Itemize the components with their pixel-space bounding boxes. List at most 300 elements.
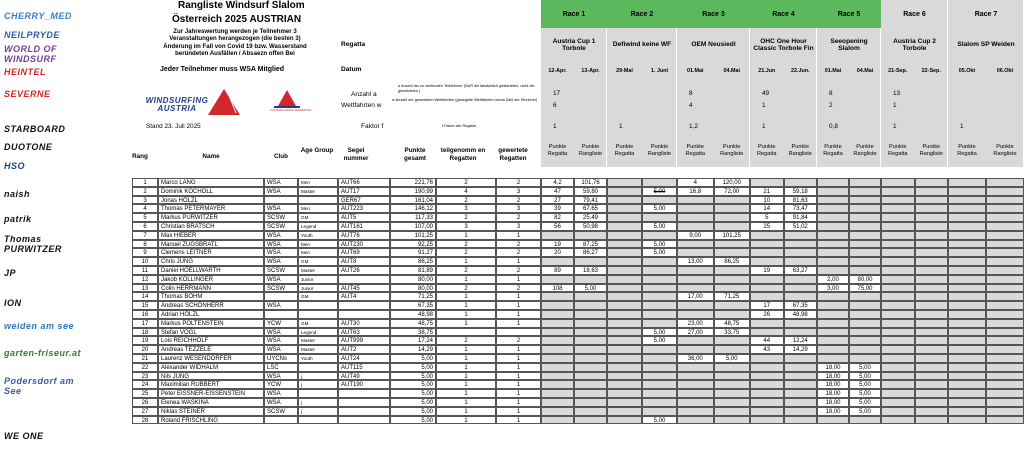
- cell-punkte-regatta: [881, 275, 915, 284]
- cell-name: Roland FRISCHLING: [158, 416, 264, 425]
- cell-segel: AUT4: [338, 292, 390, 301]
- cell-age: GM: [298, 257, 338, 266]
- cell-name: Stefan VOGL: [158, 328, 264, 337]
- cell-rang: 16: [132, 310, 158, 319]
- cell-pts: 71,25: [390, 292, 436, 301]
- cell-punkte-regatta: [607, 416, 642, 425]
- cell-punkte-regatta: [541, 372, 574, 381]
- cell-club: WSA: [264, 178, 298, 187]
- cell-punkte-regatta: [607, 354, 642, 363]
- cell-punkte-regatta: [948, 204, 986, 213]
- cell-age: [298, 363, 338, 372]
- cell-age: Master: [298, 187, 338, 196]
- cell-rang: 20: [132, 345, 158, 354]
- cell-punkte-rangliste: 5,00: [849, 372, 881, 381]
- cell-punkte-regatta: [817, 240, 849, 249]
- cell-gew: 1: [496, 319, 541, 328]
- cell-punkte-rangliste: 14,29: [784, 345, 818, 354]
- cell-rang: 24: [132, 380, 158, 389]
- cell-punkte-regatta: [948, 398, 986, 407]
- cell-segel: GER67: [338, 196, 390, 205]
- cell-punkte-rangliste: [986, 407, 1024, 416]
- cell-segel: AUT26: [338, 266, 390, 275]
- cell-segel: AUT66: [338, 178, 390, 187]
- cell-teil: 1: [436, 301, 496, 310]
- cell-punkte-rangliste: [784, 292, 818, 301]
- cell-club: WSA: [264, 231, 298, 240]
- cell-punkte-rangliste: [915, 380, 949, 389]
- cell-punkte-regatta: [677, 240, 714, 249]
- naish-logo: naish: [4, 189, 31, 199]
- cell-name: Nils JUNG: [158, 372, 264, 381]
- cell-punkte-rangliste: [714, 345, 751, 354]
- cell-punkte-regatta: [948, 416, 986, 425]
- cell-club: WSA: [264, 240, 298, 249]
- cell-punkte-rangliste: 79,41: [574, 196, 607, 205]
- cell-punkte-regatta: [881, 292, 915, 301]
- cell-punkte-rangliste: [986, 178, 1024, 187]
- cell-punkte-regatta: [948, 336, 986, 345]
- cell-punkte-rangliste: [849, 248, 881, 257]
- cell-segel: AUT2: [338, 345, 390, 354]
- race-date: 13-Apr.: [581, 68, 600, 74]
- cell-punkte-regatta: [817, 196, 849, 205]
- cell-punkte-rangliste: [849, 336, 881, 345]
- cell-punkte-regatta: 23,00: [677, 319, 714, 328]
- cell-punkte-regatta: 36,00: [677, 354, 714, 363]
- cell-punkte-rangliste: [642, 266, 677, 275]
- cell-punkte-regatta: [607, 240, 642, 249]
- cherry-med-logo: CHERRY_MED: [4, 11, 72, 21]
- cell-gew: 1: [496, 310, 541, 319]
- cell-punkte-regatta: 4,2: [541, 178, 574, 187]
- cell-name: Max HIEBER: [158, 231, 264, 240]
- cell-punkte-rangliste: [915, 187, 949, 196]
- cell-punkte-rangliste: [915, 275, 949, 284]
- cell-gew: 1: [496, 416, 541, 425]
- cell-age: [298, 389, 338, 398]
- cell-punkte-regatta: [541, 301, 574, 310]
- cell-punkte-regatta: [948, 275, 986, 284]
- race-label: Race 6: [903, 10, 926, 18]
- cell-punkte-rangliste: [849, 178, 881, 187]
- cell-age: GM: [298, 292, 338, 301]
- cell-punkte-rangliste: [986, 328, 1024, 337]
- cell-punkte-rangliste: [784, 380, 818, 389]
- cell-rang: 8: [132, 240, 158, 249]
- cell-punkte-rangliste: [849, 310, 881, 319]
- cell-club: WSA: [264, 398, 298, 407]
- cell-club: [264, 416, 298, 425]
- cell-pts: 38,75: [390, 328, 436, 337]
- header-punkte-regatta: Punkte Regatta: [685, 144, 706, 157]
- cell-punkte-rangliste: [574, 292, 607, 301]
- cell-age: j: [298, 398, 338, 407]
- race-date: 01.Mai: [687, 68, 704, 74]
- cell-punkte-regatta: [948, 187, 986, 196]
- cell-punkte-rangliste: [574, 328, 607, 337]
- cell-punkte-rangliste: [986, 345, 1024, 354]
- cell-punkte-regatta: [750, 178, 784, 187]
- cell-punkte-regatta: [677, 345, 714, 354]
- table-row: [132, 345, 1024, 354]
- cell-punkte-rangliste: 5,00: [642, 204, 677, 213]
- cell-age: j: [298, 372, 338, 381]
- cell-punkte-rangliste: 25,49: [574, 213, 607, 222]
- cell-age: Master: [298, 266, 338, 275]
- cell-punkte-rangliste: [642, 292, 677, 301]
- cell-gew: 1: [496, 292, 541, 301]
- cell-segel: [338, 389, 390, 398]
- cell-punkte-rangliste: [986, 196, 1024, 205]
- cell-club: WSA: [264, 336, 298, 345]
- cell-pts: 86,25: [390, 257, 436, 266]
- race-w-value: 1: [762, 102, 766, 109]
- header-punkte-rangliste: Punkte Rangliste: [993, 144, 1017, 157]
- cell-punkte-rangliste: [784, 398, 818, 407]
- cell-name: Jonas HÖLZL: [158, 196, 264, 205]
- cell-punkte-rangliste: [915, 248, 949, 257]
- cell-punkte-regatta: [677, 336, 714, 345]
- cell-punkte-regatta: [948, 380, 986, 389]
- note-w: w Anzahl der gewerteten Wettfahrten (gesegelte Wettfahrten minus Zahl der Streicher): [392, 98, 538, 102]
- cell-punkte-rangliste: [784, 275, 818, 284]
- cell-pts: 92,25: [390, 240, 436, 249]
- cell-punkte-rangliste: [714, 248, 751, 257]
- race-f-value: 1,2: [689, 123, 698, 130]
- header-teilgenommen: teilgenomm en Regatten: [440, 147, 486, 162]
- cell-punkte-rangliste: [986, 292, 1024, 301]
- cell-punkte-regatta: [817, 319, 849, 328]
- cell-rang: 14: [132, 292, 158, 301]
- cell-gew: 1: [496, 380, 541, 389]
- cell-punkte-rangliste: [714, 372, 751, 381]
- race-date: 12-Apr.: [548, 68, 567, 74]
- cell-punkte-rangliste: [915, 178, 949, 187]
- cell-punkte-rangliste: 91,84: [784, 213, 818, 222]
- cell-teil: 1: [436, 380, 496, 389]
- cell-teil: 1: [436, 354, 496, 363]
- cell-punkte-regatta: [677, 275, 714, 284]
- sailing-federation-logo: AUSTRIAN SAILING FEDERATION: [270, 88, 304, 116]
- cell-punkte-regatta: [817, 328, 849, 337]
- race-name: Austria Cup 1 Torbole: [552, 37, 596, 52]
- jp-logo: JP: [4, 268, 17, 278]
- header-club: Club: [274, 153, 288, 160]
- cell-age: Men: [298, 240, 338, 249]
- cell-punkte-regatta: [881, 204, 915, 213]
- cell-punkte-rangliste: [915, 398, 949, 407]
- cell-punkte-rangliste: 33,75: [714, 328, 751, 337]
- cell-punkte-regatta: [948, 328, 986, 337]
- cell-gew: 2: [496, 266, 541, 275]
- header-punkte-rangliste: Punkte Rangliste: [853, 144, 877, 157]
- cell-punkte-rangliste: 120,00: [714, 178, 751, 187]
- cell-punkte-rangliste: [986, 231, 1024, 240]
- cell-punkte-regatta: [881, 266, 915, 275]
- cell-segel: [338, 301, 390, 310]
- cell-age: [298, 196, 338, 205]
- cell-punkte-regatta: [607, 292, 642, 301]
- cell-punkte-regatta: [948, 292, 986, 301]
- cell-gew: 1: [496, 257, 541, 266]
- race-label: Race 3: [702, 10, 725, 18]
- cell-club: WSA: [264, 372, 298, 381]
- cell-punkte-regatta: [750, 407, 784, 416]
- cell-pts: 5,00: [390, 407, 436, 416]
- cell-punkte-regatta: [948, 196, 986, 205]
- cell-punkte-rangliste: [915, 301, 949, 310]
- table-row: [132, 266, 1024, 275]
- cell-punkte-rangliste: 5,00: [574, 284, 607, 293]
- cell-punkte-rangliste: [714, 213, 751, 222]
- cell-punkte-regatta: 89: [541, 266, 574, 275]
- cell-punkte-regatta: [607, 266, 642, 275]
- cell-punkte-rangliste: [986, 213, 1024, 222]
- cell-punkte-regatta: [817, 336, 849, 345]
- cell-punkte-rangliste: [574, 231, 607, 240]
- cell-punkte-rangliste: 5,00: [849, 389, 881, 398]
- cell-segel: AUT30: [338, 319, 390, 328]
- cell-gew: 2: [496, 248, 541, 257]
- starboard-logo: STARBOARD: [4, 124, 66, 134]
- race-a-value: 17: [553, 90, 561, 97]
- cell-age: j: [298, 407, 338, 416]
- page-subtitle: Österreich 2025 AUSTRIAN: [172, 14, 302, 25]
- cell-name: Thomas PETERMAYER: [158, 204, 264, 213]
- cell-punkte-regatta: [881, 187, 915, 196]
- cell-punkte-rangliste: [574, 301, 607, 310]
- cell-gew: 1: [496, 363, 541, 372]
- cell-pts: 81,89: [390, 266, 436, 275]
- table-row: [132, 398, 1024, 407]
- cell-punkte-rangliste: [642, 310, 677, 319]
- cell-punkte-rangliste: [915, 407, 949, 416]
- cell-segel: AUT115: [338, 363, 390, 372]
- cell-pts: 5,00: [390, 416, 436, 425]
- cell-segel: [338, 310, 390, 319]
- cell-club: UYCNs: [264, 354, 298, 363]
- cell-punkte-regatta: [541, 336, 574, 345]
- cell-punkte-rangliste: 87,25: [574, 240, 607, 249]
- cell-punkte-rangliste: [714, 196, 751, 205]
- cell-club: SCSW: [264, 213, 298, 222]
- cell-punkte-rangliste: [986, 266, 1024, 275]
- cell-age: Men: [298, 178, 338, 187]
- cell-punkte-regatta: [948, 178, 986, 187]
- cell-punkte-regatta: 18,00: [817, 407, 849, 416]
- table-row: [132, 231, 1024, 240]
- cell-punkte-rangliste: [642, 301, 677, 310]
- cell-punkte-rangliste: [986, 380, 1024, 389]
- cell-club: WSA: [264, 328, 298, 337]
- race-f-value: 1: [762, 123, 766, 130]
- cell-gew: 2: [496, 196, 541, 205]
- cell-rang: 19: [132, 336, 158, 345]
- table-row: [132, 275, 1024, 284]
- cell-gew: 2: [496, 178, 541, 187]
- cell-name: Peter EISSNER-EISSENSTEIN: [158, 389, 264, 398]
- cell-punkte-rangliste: [574, 372, 607, 381]
- table-row: [132, 257, 1024, 266]
- cell-punkte-regatta: 2,00: [817, 275, 849, 284]
- cell-punkte-regatta: [607, 389, 642, 398]
- cell-punkte-rangliste: [714, 240, 751, 249]
- race-f-value: 1: [553, 123, 557, 130]
- table-row: [132, 240, 1024, 249]
- cell-punkte-regatta: [750, 240, 784, 249]
- cell-punkte-regatta: [948, 407, 986, 416]
- cell-punkte-regatta: 17: [750, 301, 784, 310]
- cell-punkte-rangliste: [642, 319, 677, 328]
- wettfahrten-label: Wettfahrten w: [341, 102, 382, 109]
- cell-punkte-rangliste: 5,00: [642, 222, 677, 231]
- cell-punkte-regatta: [881, 389, 915, 398]
- cell-age: Master: [298, 345, 338, 354]
- race-label: Race 7: [974, 10, 998, 18]
- cell-punkte-rangliste: [915, 257, 949, 266]
- cell-punkte-regatta: [817, 204, 849, 213]
- cell-punkte-rangliste: [915, 389, 949, 398]
- race-name: Slalom SP Weiden: [957, 41, 1015, 49]
- cell-punkte-regatta: [677, 416, 714, 425]
- cell-punkte-rangliste: [714, 398, 751, 407]
- cell-punkte-regatta: [948, 266, 986, 275]
- cell-punkte-rangliste: [642, 178, 677, 187]
- cell-punkte-regatta: [817, 292, 849, 301]
- cell-punkte-regatta: [750, 389, 784, 398]
- cell-teil: 1: [436, 398, 496, 407]
- cell-punkte-rangliste: [784, 407, 818, 416]
- cell-punkte-regatta: [881, 284, 915, 293]
- header-punkte-regatta: Punkte Regatta: [823, 144, 843, 157]
- cell-punkte-rangliste: [915, 204, 949, 213]
- cell-rang: 9: [132, 248, 158, 257]
- cell-punkte-rangliste: [915, 319, 949, 328]
- cell-name: Adrian HÖLZL: [158, 310, 264, 319]
- cell-punkte-rangliste: 67,35: [784, 301, 818, 310]
- cell-punkte-regatta: 108: [541, 284, 574, 293]
- cell-punkte-rangliste: 81,63: [784, 196, 818, 205]
- cell-punkte-rangliste: [714, 389, 751, 398]
- cell-punkte-regatta: 16,8: [677, 187, 714, 196]
- cell-punkte-rangliste: [714, 310, 751, 319]
- cell-punkte-regatta: [750, 328, 784, 337]
- cell-punkte-rangliste: 59,80: [574, 187, 607, 196]
- race-label: Race 1: [562, 10, 586, 18]
- cell-punkte-regatta: [881, 354, 915, 363]
- cell-punkte-rangliste: [915, 328, 949, 337]
- cell-punkte-rangliste: [986, 416, 1024, 425]
- cell-punkte-rangliste: [784, 328, 818, 337]
- cell-teil: 4: [436, 187, 496, 196]
- table-row: [132, 196, 1024, 205]
- cell-punkte-regatta: [607, 248, 642, 257]
- cell-pts: 48,75: [390, 319, 436, 328]
- cell-punkte-regatta: [881, 398, 915, 407]
- cell-punkte-regatta: [607, 398, 642, 407]
- cell-punkte-rangliste: [714, 301, 751, 310]
- cell-punkte-regatta: [948, 222, 986, 231]
- cell-punkte-regatta: [817, 231, 849, 240]
- cell-punkte-regatta: [607, 284, 642, 293]
- cell-rang: 10: [132, 257, 158, 266]
- cell-punkte-regatta: 25: [750, 222, 784, 231]
- cell-club: WSA: [264, 345, 298, 354]
- cell-rang: 28: [132, 416, 158, 425]
- cell-punkte-rangliste: 5,00: [849, 380, 881, 389]
- cell-punkte-rangliste: [915, 240, 949, 249]
- cell-punkte-rangliste: [849, 240, 881, 249]
- cell-punkte-regatta: [607, 319, 642, 328]
- cell-punkte-rangliste: [642, 398, 677, 407]
- cell-punkte-rangliste: 5,00: [642, 416, 677, 425]
- table-row: [132, 328, 1024, 337]
- table-row: [132, 407, 1024, 416]
- cell-punkte-regatta: [881, 222, 915, 231]
- cell-punkte-regatta: [881, 345, 915, 354]
- faktor-label: Faktor f: [361, 123, 384, 130]
- cell-punkte-regatta: [817, 178, 849, 187]
- cell-punkte-rangliste: [574, 363, 607, 372]
- cell-segel: AUT161: [338, 222, 390, 231]
- cell-punkte-regatta: [881, 248, 915, 257]
- race-w-value: 6: [553, 102, 557, 109]
- cell-punkte-rangliste: [986, 354, 1024, 363]
- cell-pts: 5,00: [390, 372, 436, 381]
- cell-punkte-rangliste: [849, 231, 881, 240]
- cell-segel: [338, 407, 390, 416]
- cell-punkte-rangliste: [986, 301, 1024, 310]
- cell-segel: [338, 275, 390, 284]
- cell-punkte-regatta: [750, 380, 784, 389]
- cell-punkte-rangliste: [915, 345, 949, 354]
- cell-name: Clemens LEITNER: [158, 248, 264, 257]
- cell-punkte-rangliste: [784, 248, 818, 257]
- cell-punkte-rangliste: [986, 222, 1024, 231]
- cell-punkte-regatta: [677, 204, 714, 213]
- cell-punkte-regatta: [541, 407, 574, 416]
- cell-punkte-rangliste: [849, 354, 881, 363]
- patrik-logo: patrik: [4, 214, 32, 224]
- header-punkte-regatta: Punkte Regatta: [614, 144, 635, 157]
- cell-punkte-regatta: [817, 345, 849, 354]
- cell-punkte-regatta: [881, 240, 915, 249]
- cell-pts: 48,98: [390, 310, 436, 319]
- cell-punkte-rangliste: [714, 284, 751, 293]
- purwitzer-logo: Thomas PURWITZER: [4, 234, 62, 254]
- cell-punkte-regatta: [677, 213, 714, 222]
- cell-rang: 13: [132, 284, 158, 293]
- cell-punkte-regatta: [881, 407, 915, 416]
- cell-teil: 1: [436, 319, 496, 328]
- cell-punkte-rangliste: [849, 213, 881, 222]
- cell-gew: 1: [496, 275, 541, 284]
- cell-teil: 2: [436, 248, 496, 257]
- cell-punkte-regatta: [607, 407, 642, 416]
- cell-pts: 5,00: [390, 363, 436, 372]
- race-date: 21-Sep.: [888, 68, 908, 74]
- cell-pts: 117,33: [390, 213, 436, 222]
- race-a-value: 49: [762, 90, 770, 97]
- cell-punkte-rangliste: [784, 372, 818, 381]
- cell-punkte-regatta: [541, 319, 574, 328]
- race-date: 05.Okt: [958, 68, 976, 74]
- duotone-logo: DUOTONE: [4, 142, 53, 152]
- cell-name: Markus PURWITZER: [158, 213, 264, 222]
- cell-teil: 1: [436, 345, 496, 354]
- cell-name: Dominik KOCHOLL: [158, 187, 264, 196]
